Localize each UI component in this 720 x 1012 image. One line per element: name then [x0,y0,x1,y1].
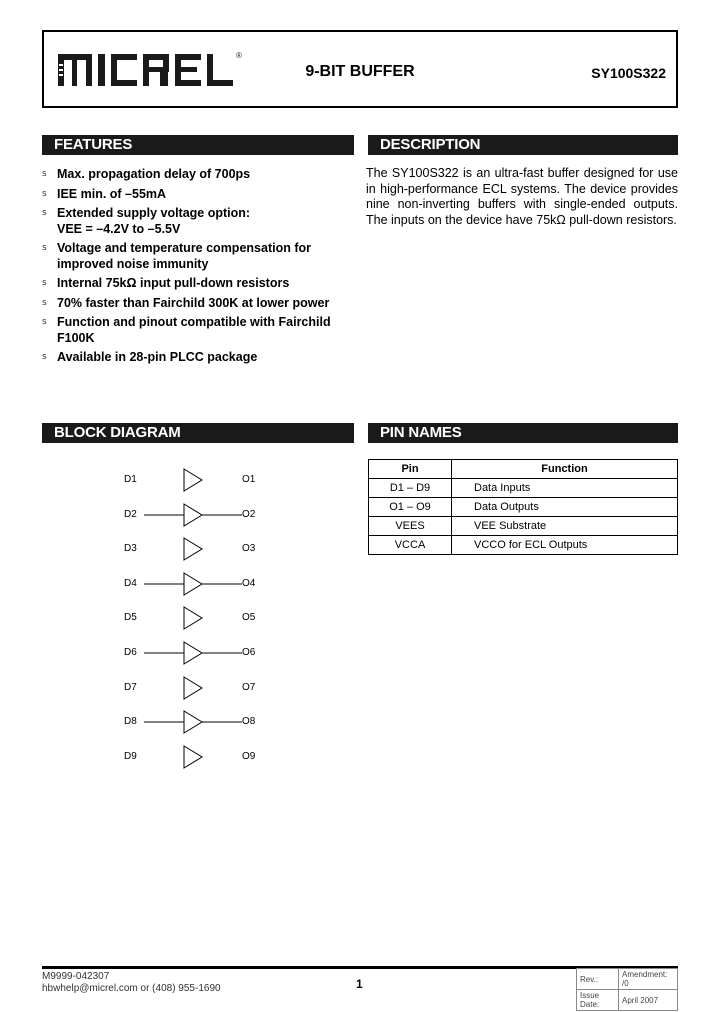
input-label: D6 [124,647,137,658]
feature-text: Voltage and temperature compensation for [57,241,311,255]
feature-text: Internal 75kΩ input pull-down resistors [57,276,290,290]
feature-item [42,315,357,346]
feature-text: Available in 28-pin PLCC package [57,350,258,364]
function-cell: VCCO for ECL Outputs [452,536,678,555]
buffer-row [120,708,270,736]
buffer-triangle [184,711,202,733]
buffer-row [120,639,270,667]
bullet: s [42,278,47,288]
input-label: D5 [124,612,137,624]
feature-item [42,206,357,237]
bullet: s [42,352,47,362]
input-label: D4 [124,577,137,589]
output-label: O8 [242,716,256,728]
buffer-row [120,743,270,771]
block-diagram [120,466,280,776]
block-diagram-heading: BLOCK DIAGRAM [42,423,354,443]
contact-info: hbwhelp@micrel.com or (408) 955-1690 [42,983,221,994]
buffer-triangle [184,573,202,595]
part-number: SY100S322 [591,65,666,81]
output-label: O4 [242,577,256,589]
page-number: 1 [356,977,363,991]
feature-item [42,276,357,292]
buffer-triangle [184,538,202,560]
feature-text-continued: improved noise immunity [57,256,209,271]
buffer-row [120,466,270,494]
input-label: D9 [124,750,137,762]
buffer-triangle [184,746,202,768]
output-label: O3 [242,543,256,555]
feature-item [42,187,357,203]
buffer-row [120,501,270,529]
function-column-header: Function [452,460,678,479]
bullet: s [42,208,47,218]
pin-names-heading: PIN NAMES [368,423,678,443]
pin-cell: VEES [369,517,452,536]
bullet: s [42,297,47,308]
input-label: D7 [124,681,137,693]
bullet: s [42,317,47,327]
pin-cell: O1 – O9 [369,498,452,517]
buffer-row [120,604,270,632]
output-label: O9 [242,750,256,762]
feature-text: IEE min. of –55mA [57,186,167,201]
pin-cell: D1 – D9 [369,479,452,498]
features-list [42,167,357,370]
rev-label: Rev.: [577,969,619,990]
input-label: D8 [124,716,137,728]
table-row [369,517,678,536]
buffer-triangle [184,504,202,526]
output-label: O1 [242,474,256,485]
buffer-row [120,535,270,563]
feature-text: Max. propagation delay of 700ps [57,167,251,181]
output-label: O2 [242,508,256,520]
document-number: M9999-042307 [42,971,110,982]
issue-date-value: April 2007 [619,990,678,1011]
feature-item [42,167,357,183]
function-cell: Data Outputs [452,498,678,517]
buffer-triangle [184,642,202,664]
table-row [369,498,678,517]
document-title: 9-BIT BUFFER [305,63,415,80]
input-label: D3 [124,543,137,555]
buffer-triangle [184,607,202,629]
bullet: s [42,169,47,179]
output-label: O6 [242,647,256,658]
input-label: D2 [124,508,137,520]
issue-date-label: Issue Date: [577,990,619,1011]
bullet: s [42,243,47,253]
pin-column-header: Pin [369,460,452,479]
table-header-row [369,460,678,479]
feature-text-continued: VEE = –4.2V to –5.5V [57,221,181,236]
function-cell: Data Inputs [452,479,678,498]
feature-text: 70% faster than Fairchild 300K at lower power [57,295,330,310]
input-label: D1 [124,474,137,485]
features-heading: FEATURES [42,135,354,155]
buffer-row [120,674,270,702]
feature-item [42,296,357,312]
feature-item [42,241,357,272]
bullet: s [42,188,47,199]
pin-cell: VCCA [369,536,452,555]
rev-value: Amendment: /0 [619,969,678,990]
buffer-triangle [184,677,202,699]
description-text: The SY100S322 is an ultra-fast buffer designed for use in high-performance ECL systems. The device provides nine non-inverting buffers with single-ended outputs. The inputs on the device have 75kΩ pull-down resistors. [366,166,678,227]
table-row [369,479,678,498]
revision-box [576,968,678,1011]
buffer-triangle [184,469,202,491]
buffer-row [120,570,270,598]
footer-left [42,971,221,995]
function-cell: VEE Substrate [452,517,678,536]
pin-names-table [368,459,678,555]
description-heading: DESCRIPTION [368,135,678,155]
output-label: O7 [242,681,256,693]
feature-item [42,350,357,366]
feature-text: Extended supply voltage option: [57,206,251,220]
feature-text: Function and pinout compatible with Fairchild F100K [57,315,331,345]
output-label: O5 [242,612,256,624]
document-header [42,30,678,108]
registered-mark: ® [236,51,242,60]
table-row [369,536,678,555]
